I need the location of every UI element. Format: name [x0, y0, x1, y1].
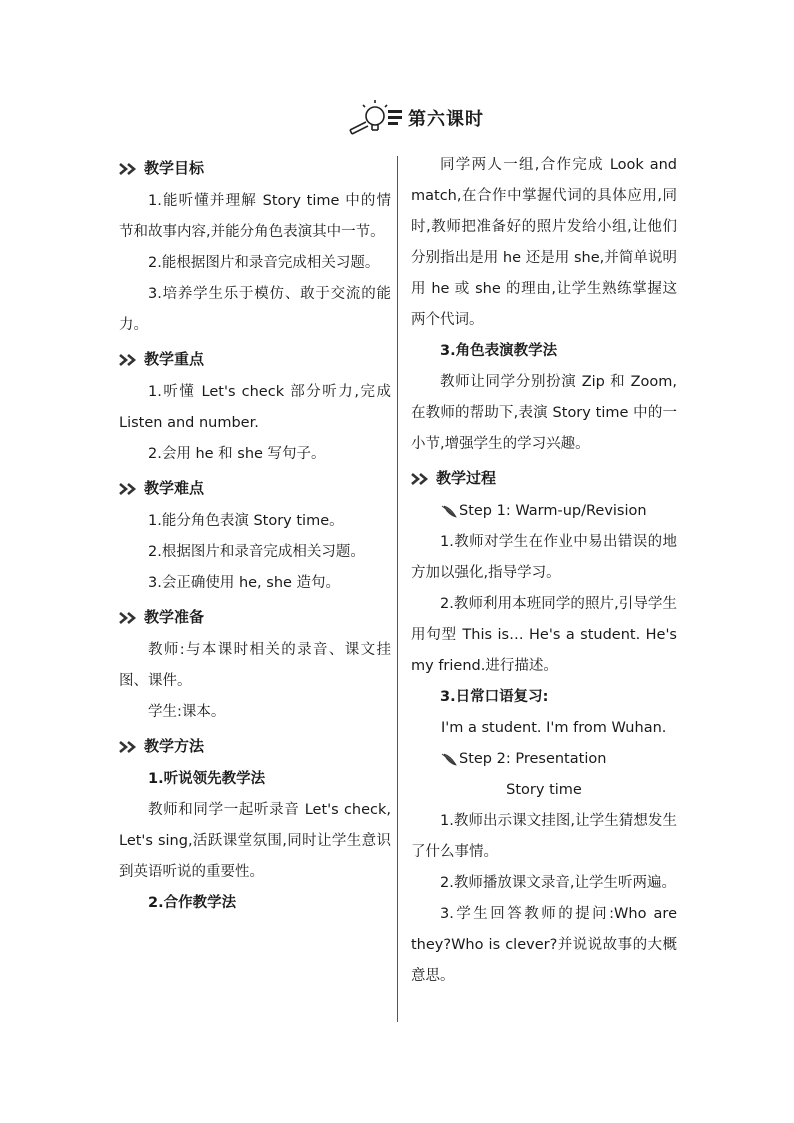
step-item: 1.教师对学生在作业中易出错误的地方加以强化,指导学习。: [411, 534, 677, 581]
review-text: I'm a student. I'm from Wuhan.: [441, 720, 667, 736]
double-chevron-icon: [119, 611, 141, 625]
method-text: 教师让同学分别扮演 Zip 和 Zoom,在教师的帮助下,表演 Story time 中的一小节,增强学生的学习兴趣。: [411, 374, 677, 452]
key-point-item: 1.听懂 Let's check 部分听力,完成 Listen and number.: [119, 384, 391, 431]
review-title: 3.日常口语复习:: [440, 689, 549, 705]
step-heading: Step 1: Warm-up/Revision: [411, 496, 677, 527]
step-item: 2.教师播放课文录音,让学生听两遍。: [440, 875, 676, 891]
method-text: 同学两人一组,合作完成 Look and match,在合作中掌握代词的具体应用,同时,教师把准备好的照片发给小组,让他们分别指出是用 he 还是用 she,并简单说明用 he 或 she 的理由,让学生熟练掌握这两个代词。: [411, 157, 677, 328]
preparation-item: 教师:与本课时相关的录音、课文挂图、课件。: [119, 642, 391, 689]
double-chevron-icon: [411, 472, 433, 486]
method-title: 2.合作教学法: [148, 895, 237, 911]
section-heading-objectives: 教学目标: [119, 153, 391, 184]
step-heading: Step 2: Presentation: [411, 744, 677, 775]
method-title: 1.听说领先教学法: [148, 771, 266, 787]
method-text: 教师和同学一起听录音 Let's check, Let's sing,活跃课堂氛围,同时让学生意识到英语听说的重要性。: [119, 802, 391, 880]
preparation-item: 学生:课本。: [148, 704, 226, 720]
section-heading-methods: 教学方法: [119, 731, 391, 762]
double-chevron-icon: [119, 740, 141, 754]
step-subheading: Story time: [506, 782, 582, 798]
right-column: [411, 150, 677, 992]
section-heading-key-points: 教学重点: [119, 344, 391, 375]
section-heading-difficulties: 教学难点: [119, 473, 391, 504]
page-title: 第六课时: [408, 109, 484, 130]
objective-item: 1.能听懂并理解 Story time 中的情节和故事内容,并能分角色表演其中一节。: [119, 193, 391, 240]
difficulty-item: 2.根据图片和录音完成相关习题。: [148, 544, 365, 560]
double-chevron-icon: [119, 162, 141, 176]
step-item: 3.学生回答教师的提问:Who are they?Who is clever?并说说故事的大概意思。: [411, 906, 677, 984]
key-point-item: 2.会用 he 和 she 写句子。: [148, 446, 326, 462]
section-heading-preparation: 教学准备: [119, 602, 391, 633]
double-chevron-icon: [119, 353, 141, 367]
lightbulb-pencil-logo-icon: [348, 100, 404, 136]
objective-item: 2.能根据图片和录音完成相关习题。: [148, 255, 380, 271]
feather-quill-icon: [441, 505, 458, 519]
objective-item: 3.培养学生乐于模仿、敢于交流的能力。: [119, 286, 391, 333]
step-item: 2.教师利用本班同学的照片,引导学生用句型 This is… He's a student. He's my friend.进行描述。: [411, 596, 677, 674]
difficulty-item: 1.能分角色表演 Story time。: [148, 513, 344, 529]
feather-quill-icon: [441, 753, 458, 767]
double-chevron-icon: [119, 482, 141, 496]
column-divider: [397, 156, 398, 1022]
page-header: [348, 98, 484, 138]
step-item: 1.教师出示课文挂图,让学生猜想发生了什么事情。: [411, 813, 677, 860]
section-heading-process: 教学过程: [411, 463, 677, 494]
difficulty-item: 3.会正确使用 he, she 造句。: [148, 575, 341, 591]
method-title: 3.角色表演教学法: [440, 343, 558, 359]
left-column: [119, 150, 391, 919]
